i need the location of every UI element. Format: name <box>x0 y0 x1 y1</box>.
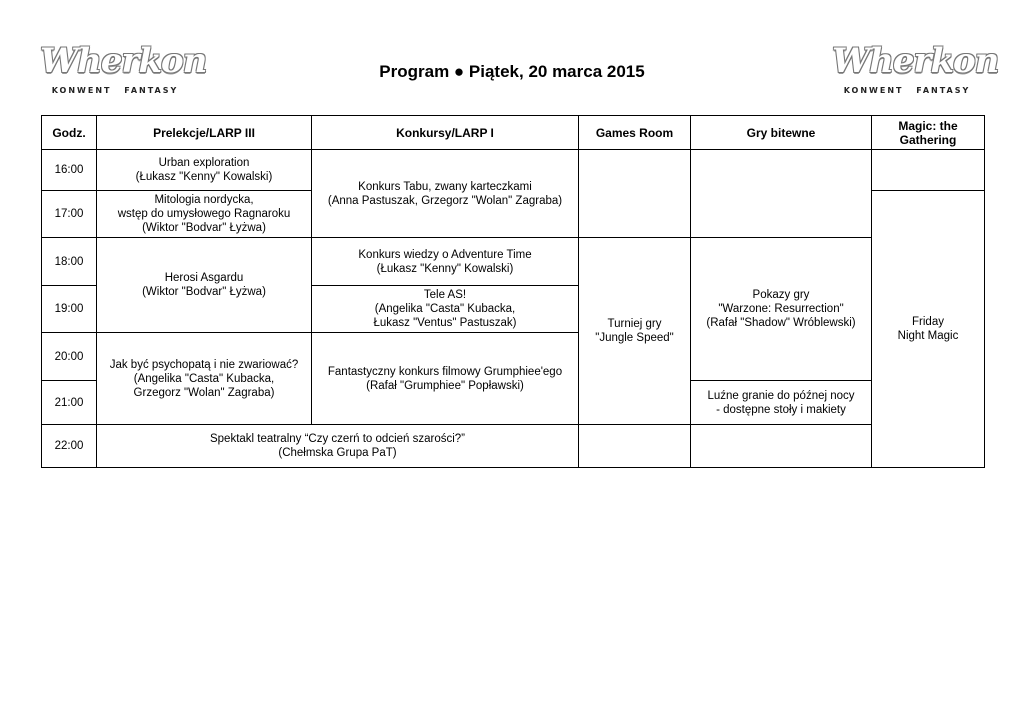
event-mitologia-nordycka: Mitologia nordycka, wstęp do umysłowego Ragnaroku (Wiktor "Bodvar" Łyżwa) <box>97 191 312 238</box>
header-gry-bitewne: Gry bitewne <box>691 116 872 150</box>
empty-cell <box>691 425 872 468</box>
table-row <box>42 238 985 286</box>
table-row <box>42 150 985 191</box>
empty-cell <box>579 425 691 468</box>
header-godz: Godz. <box>42 116 97 150</box>
time-cell: 16:00 <box>42 150 97 191</box>
event-pokazy-warzone: Pokazy gry "Warzone: Resurrection" (Rafał "Shadow" Wróblewski) <box>691 238 872 381</box>
time-cell: 22:00 <box>42 425 97 468</box>
logo-subtitle: KONWENT FANTASY <box>843 86 971 95</box>
event-spektakl: Spektakl teatralny “Czy czerń to odcień szarości?” (Chełmska Grupa PaT) <box>97 425 579 468</box>
header-konkursy: Konkursy/LARP I <box>312 116 579 150</box>
table-row <box>42 425 985 468</box>
page-title: Program ● Piątek, 20 marca 2015 <box>379 62 645 81</box>
event-tele-as: Tele AS! (Angelika "Casta" Kubacka, Łukasz "Ventus" Pastuszak) <box>312 286 579 333</box>
event-jungle-speed: Turniej gry "Jungle Speed" <box>579 238 691 425</box>
logo-subtitle: KONWENT FANTASY <box>51 86 179 95</box>
event-konkurs-tabu: Konkurs Tabu, zwany karteczkami (Anna Pastuszak, Grzegorz "Wolan" Zagraba) <box>312 150 579 238</box>
header-games-room: Games Room <box>579 116 691 150</box>
time-cell: 17:00 <box>42 191 97 238</box>
wherkon-logo-right <box>832 41 999 95</box>
event-adventure-time: Konkurs wiedzy o Adventure Time (Łukasz "Kenny" Kowalski) <box>312 238 579 286</box>
event-konkurs-filmowy: Fantastyczny konkurs filmowy Grumphiee'ego (Rafał "Grumphiee" Popławski) <box>312 333 579 425</box>
logo-word: Wherkon <box>832 41 999 81</box>
header-prelekcje: Prelekcje/LARP III <box>97 116 312 150</box>
time-cell: 19:00 <box>42 286 97 333</box>
event-friday-night-magic: Friday Night Magic <box>872 191 985 468</box>
event-herosi-asgardu: Herosi Asgardu (Wiktor "Bodvar" Łyżwa) <box>97 238 312 333</box>
logo-word: Wherkon <box>40 41 207 81</box>
empty-cell <box>579 150 691 238</box>
header-row <box>42 116 985 150</box>
time-cell: 20:00 <box>42 333 97 381</box>
empty-cell <box>872 150 985 191</box>
schedule-table <box>41 115 985 468</box>
event-urban-exploration: Urban exploration (Łukasz "Kenny" Kowalski) <box>97 150 312 191</box>
time-cell: 21:00 <box>42 381 97 425</box>
header-magic: Magic: the Gathering <box>872 116 985 150</box>
time-cell: 18:00 <box>42 238 97 286</box>
event-psychopata: Jak być psychopatą i nie zwariować? (Angelika "Casta" Kubacka, Grzegorz "Wolan" Zagraba) <box>97 333 312 425</box>
event-luzne-granie: Luźne granie do późnej nocy - dostępne stoły i makiety <box>691 381 872 425</box>
empty-cell <box>691 150 872 238</box>
